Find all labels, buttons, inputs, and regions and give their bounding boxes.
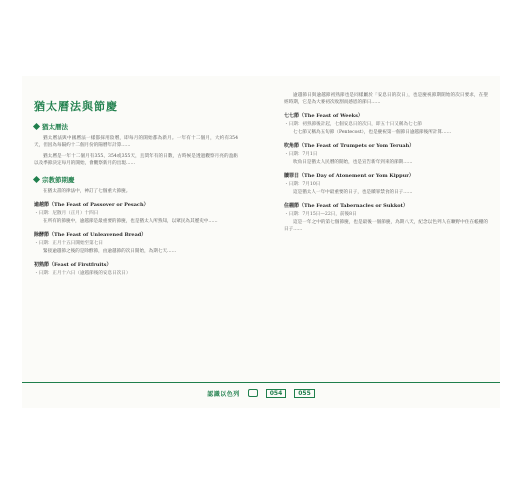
festival-heading: 吹角節（The Feast of Trumpets or Yom Teruah）	[284, 143, 415, 149]
festival-text: 七七節又稱為五旬節（Pentecost），也是慶祝第一個節日逾越節後所計算……	[293, 130, 452, 135]
footer-rule	[22, 382, 500, 383]
paragraph: 逾越節日與逾越節初熟節也是同樣屬於「安息日的次日」，也是慶祝節期開始的次日要求，在聖經時期，它是為大麥初次收割而感恩的節日……	[284, 93, 488, 105]
paragraph: 猶太曆法與中國曆法一樣都採用陰曆，即每月的開始都為新月。一年有十二個月，大約有354天，但因為每隔約十二個月份的陽曆年計算……	[34, 136, 238, 148]
festival-text: 這是一年之中的第七個節慶，也是最後一個節慶，為期八天，紀念以色列人在曠野中住在帳棚的日子……	[284, 220, 488, 232]
paragraph: 猶太曆是一年十二個月有355、354或355天，且閏年有的日數，古時候是透過觀察月亮的盈虧以及季節決定每月的開始，會觀察新月的出現……	[34, 154, 238, 166]
festival-date: ・日期：7月15日—22日，前後8日	[284, 212, 357, 217]
book-title: 認識以色列	[207, 390, 240, 398]
diamond-bullet-icon	[33, 123, 40, 130]
section-heading-calendar	[34, 122, 250, 131]
section-title: 猶太曆法	[42, 123, 68, 131]
festival-heading: 逾越節（The Feast of Passover or Pesach）	[34, 202, 149, 208]
festival-heading: 除酵節（The Feast of Unleavened Bread）	[34, 232, 147, 238]
festival-text: 在所有的節慶中，逾越節是最重要的節慶，也是猶太人所熟知，以眾民為其歷史中……	[43, 219, 218, 224]
page-footer	[22, 386, 500, 400]
festival-text: 這是猶太人一年中最重要的日子，也是贖罪禁食的日子……	[293, 190, 413, 195]
festival-text: 緊接逾越節之後的是除酵節，由逾越節的次日開始，為期七天……	[43, 249, 177, 254]
paragraph: 在猶太書的律法中，神訂了七個重大節慶。	[43, 189, 131, 194]
chapter-title: 猶太曆法與節慶	[34, 100, 118, 113]
page-number-right: 055	[294, 389, 315, 398]
section-heading-festivals	[34, 175, 250, 184]
section-title: 宗教節期慶	[42, 176, 75, 184]
book-spread	[22, 76, 500, 408]
festival-heading: 住棚節（The Feast of Tabernacles or Sukkot）	[284, 203, 408, 209]
festival-heading: 初熟節（Feast of Firstfruits）	[34, 262, 112, 268]
festival-date: ・日期：正月十六日（逾越節後的安息日次日）	[34, 271, 131, 276]
festival-heading: 贖罪日（The Day of Atonement or Yom Kippur）	[284, 173, 414, 179]
left-page	[22, 76, 250, 278]
ornament-icon	[248, 389, 258, 397]
diamond-bullet-icon	[33, 176, 40, 183]
page-number-left: 054	[266, 389, 287, 398]
festival-date: ・日期：7月10日	[284, 182, 321, 187]
festival-heading: 七七節（The Feast of Weeks）	[284, 113, 363, 119]
festival-date: ・日期：正月十五日開始至第七日	[34, 241, 103, 246]
festival-date: ・日期：尼散月（正月）十四日	[34, 211, 99, 216]
festival-date: ・日期：7月1日	[284, 152, 318, 157]
right-page	[272, 76, 500, 237]
festival-date: ・日期：初熟節後計起，七個安息日的次日，即五十日又稱為七七節	[284, 122, 422, 127]
festival-text: 吹角日是猶太人民曆的開始，也是宣告新年到來的節期……	[293, 160, 413, 165]
